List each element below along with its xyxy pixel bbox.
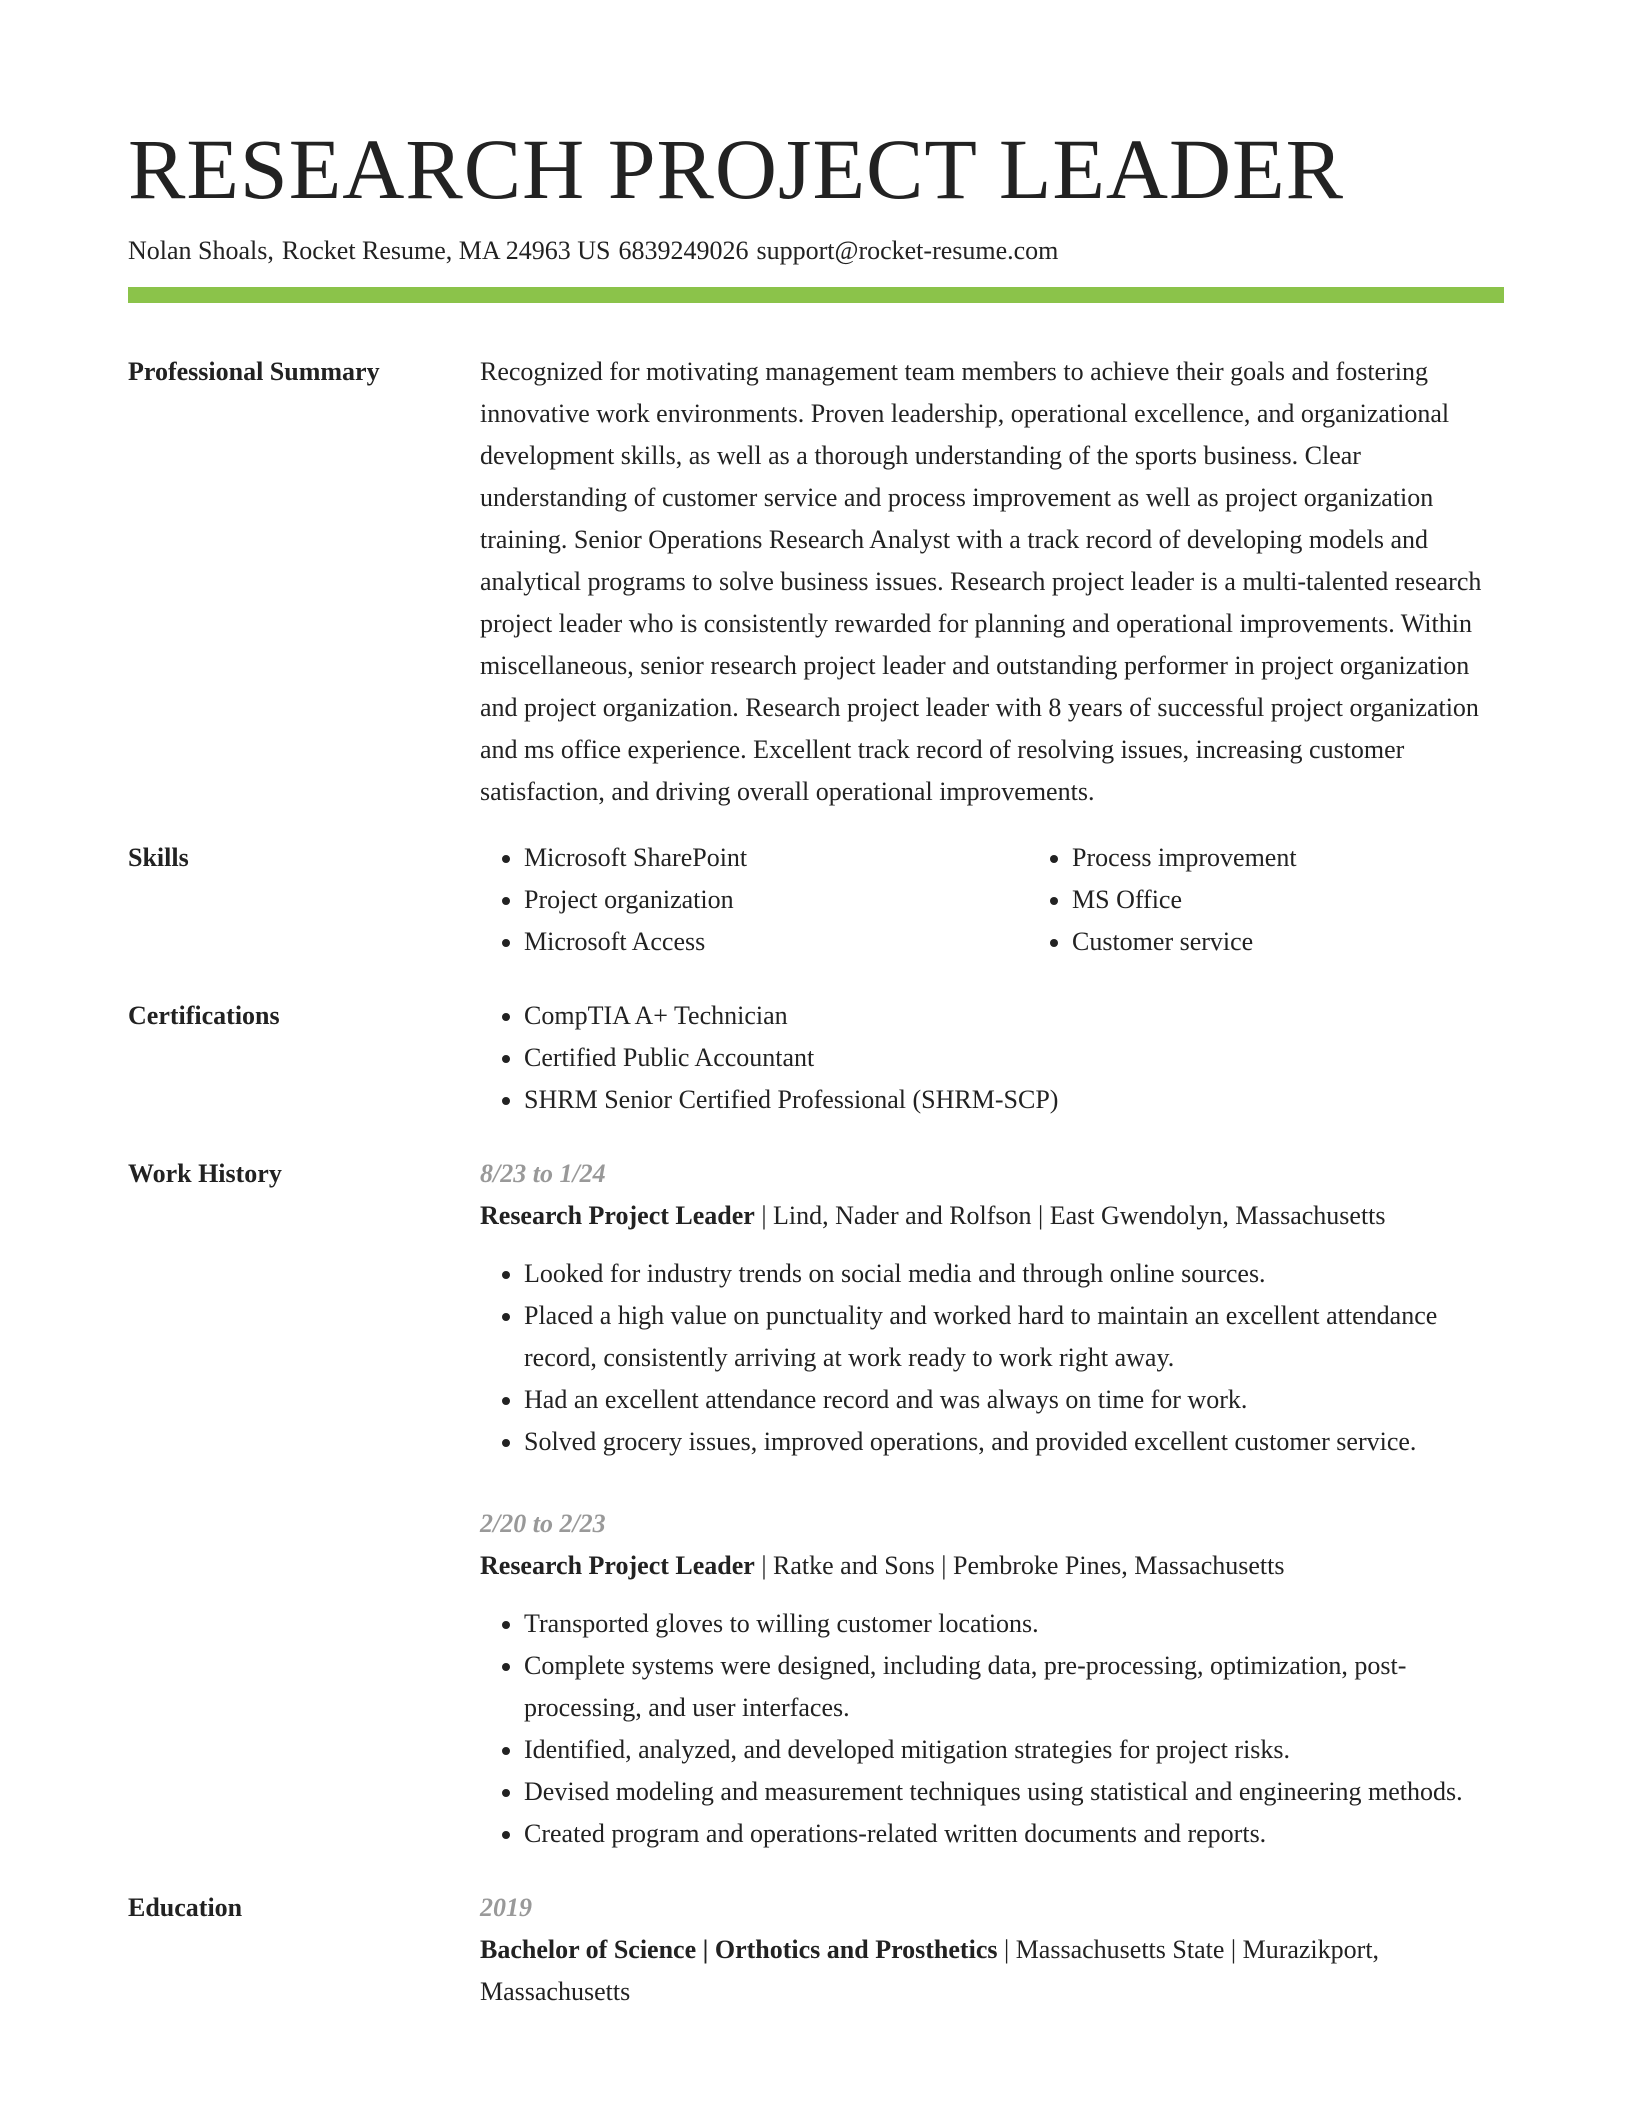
skills-list-right <box>1028 837 1576 963</box>
list-item: • CompTIA A+ Technician <box>524 995 1504 1037</box>
section-content <box>480 351 1504 813</box>
list-item: • Solved grocery issues, improved operations, and provided excellent customer service. <box>524 1421 1504 1463</box>
job-details: | Ratke and Sons | Pembroke Pines, Massachusetts <box>754 1551 1285 1580</box>
job-role <box>480 1195 1504 1237</box>
list-item: • Looked for industry trends on social media and through online sources. <box>524 1253 1504 1295</box>
list-item: • Placed a high value on punctuality and worked hard to maintain an excellent attendance record, consistently arriving at work ready to work right away. <box>524 1295 1504 1379</box>
job-details: | Lind, Nader and Rolfson | East Gwendolyn, Massachusetts <box>754 1201 1386 1230</box>
list-item: • Project organization <box>524 879 1028 921</box>
education-degree: Bachelor of Science | Orthotics and Prosthetics <box>480 1935 998 1964</box>
contact-name: Nolan Shoals, <box>128 236 274 265</box>
section-content <box>480 995 1504 1121</box>
section-skills <box>128 837 1504 963</box>
contact-phone: 6839249026 <box>618 236 749 265</box>
section-label: Skills <box>128 843 189 872</box>
list-item: • Devised modeling and measurement techniques using statistical and engineering methods. <box>524 1771 1504 1813</box>
job-entry <box>480 1503 1504 1855</box>
list-item: • MS Office <box>1072 879 1576 921</box>
list-item: • Microsoft SharePoint <box>524 837 1028 879</box>
contact-address: Rocket Resume, MA 24963 US <box>281 236 611 265</box>
section-work-history <box>128 1153 1504 1855</box>
list-item: • Transported gloves to willing customer locations. <box>524 1603 1504 1645</box>
job-title: Research Project Leader <box>480 1201 755 1230</box>
skills-columns <box>480 837 1576 963</box>
section-content <box>480 1153 1504 1855</box>
section-label: Professional Summary <box>128 357 380 386</box>
job-bullets <box>480 1603 1504 1855</box>
list-item: • Certified Public Accountant <box>524 1037 1504 1079</box>
list-item: • Identified, analyzed, and developed mitigation strategies for project risks. <box>524 1729 1504 1771</box>
list-item: • SHRM Senior Certified Professional (SHRM-SCP) <box>524 1079 1504 1121</box>
accent-divider <box>128 287 1504 303</box>
certifications-list <box>480 995 1504 1121</box>
contact-line <box>128 234 1504 268</box>
list-item: • Process improvement <box>1072 837 1576 879</box>
job-bullets <box>480 1253 1504 1463</box>
job-dates: 2/20 to 2/23 <box>480 1509 606 1538</box>
contact-email: support@rocket-resume.com <box>756 236 1059 265</box>
list-item: • Created program and operations-related written documents and reports. <box>524 1813 1504 1855</box>
section-label: Certifications <box>128 1001 280 1030</box>
job-entry <box>480 1153 1504 1463</box>
list-item: • Had an excellent attendance record and was always on time for work. <box>524 1379 1504 1421</box>
list-item: • Microsoft Access <box>524 921 1028 963</box>
education-details: | Massachusetts State | Murazikport, Massachusetts <box>480 1935 1380 2006</box>
section-label: Work History <box>128 1159 282 1188</box>
job-title: Research Project Leader <box>480 1551 755 1580</box>
section-education <box>128 1887 1504 2013</box>
section-content <box>480 1887 1504 2013</box>
job-role <box>480 1545 1504 1587</box>
education-degree-line <box>480 1929 1504 2013</box>
list-item: • Complete systems were designed, including data, pre-processing, optimization, post-processing, and user interfaces. <box>524 1645 1504 1729</box>
education-year: 2019 <box>480 1893 532 1922</box>
job-dates: 8/23 to 1/24 <box>480 1159 606 1188</box>
section-label: Education <box>128 1893 243 1922</box>
summary-text: Recognized for motivating management team members to achieve their goals and fostering innovative work environments. Proven leadership, operational excellence, and organizational development skills, as well as a thorough understanding of the sports business. Clear understanding of customer service and process improvement as well as project organization training. Senior Operations Research Analyst with a track record of developing models and analytical programs to solve business issues. Research project leader is a multi-talented research project leader who is consistently rewarded for planning and operational improvements. Within miscellaneous, senior research project leader and outstanding performer in project organization and project organization. Research project leader with 8 years of successful project organization and ms office experience. Excellent track record of resolving issues, increasing customer satisfaction, and driving overall operational improvements. <box>480 357 1482 806</box>
section-professional-summary <box>128 351 1504 813</box>
page-title: RESEARCH PROJECT LEADER <box>128 121 1344 217</box>
list-item: • Customer service <box>1072 921 1576 963</box>
skills-list-left <box>480 837 1028 963</box>
section-certifications <box>128 995 1504 1121</box>
resume-page <box>128 0 1504 2013</box>
